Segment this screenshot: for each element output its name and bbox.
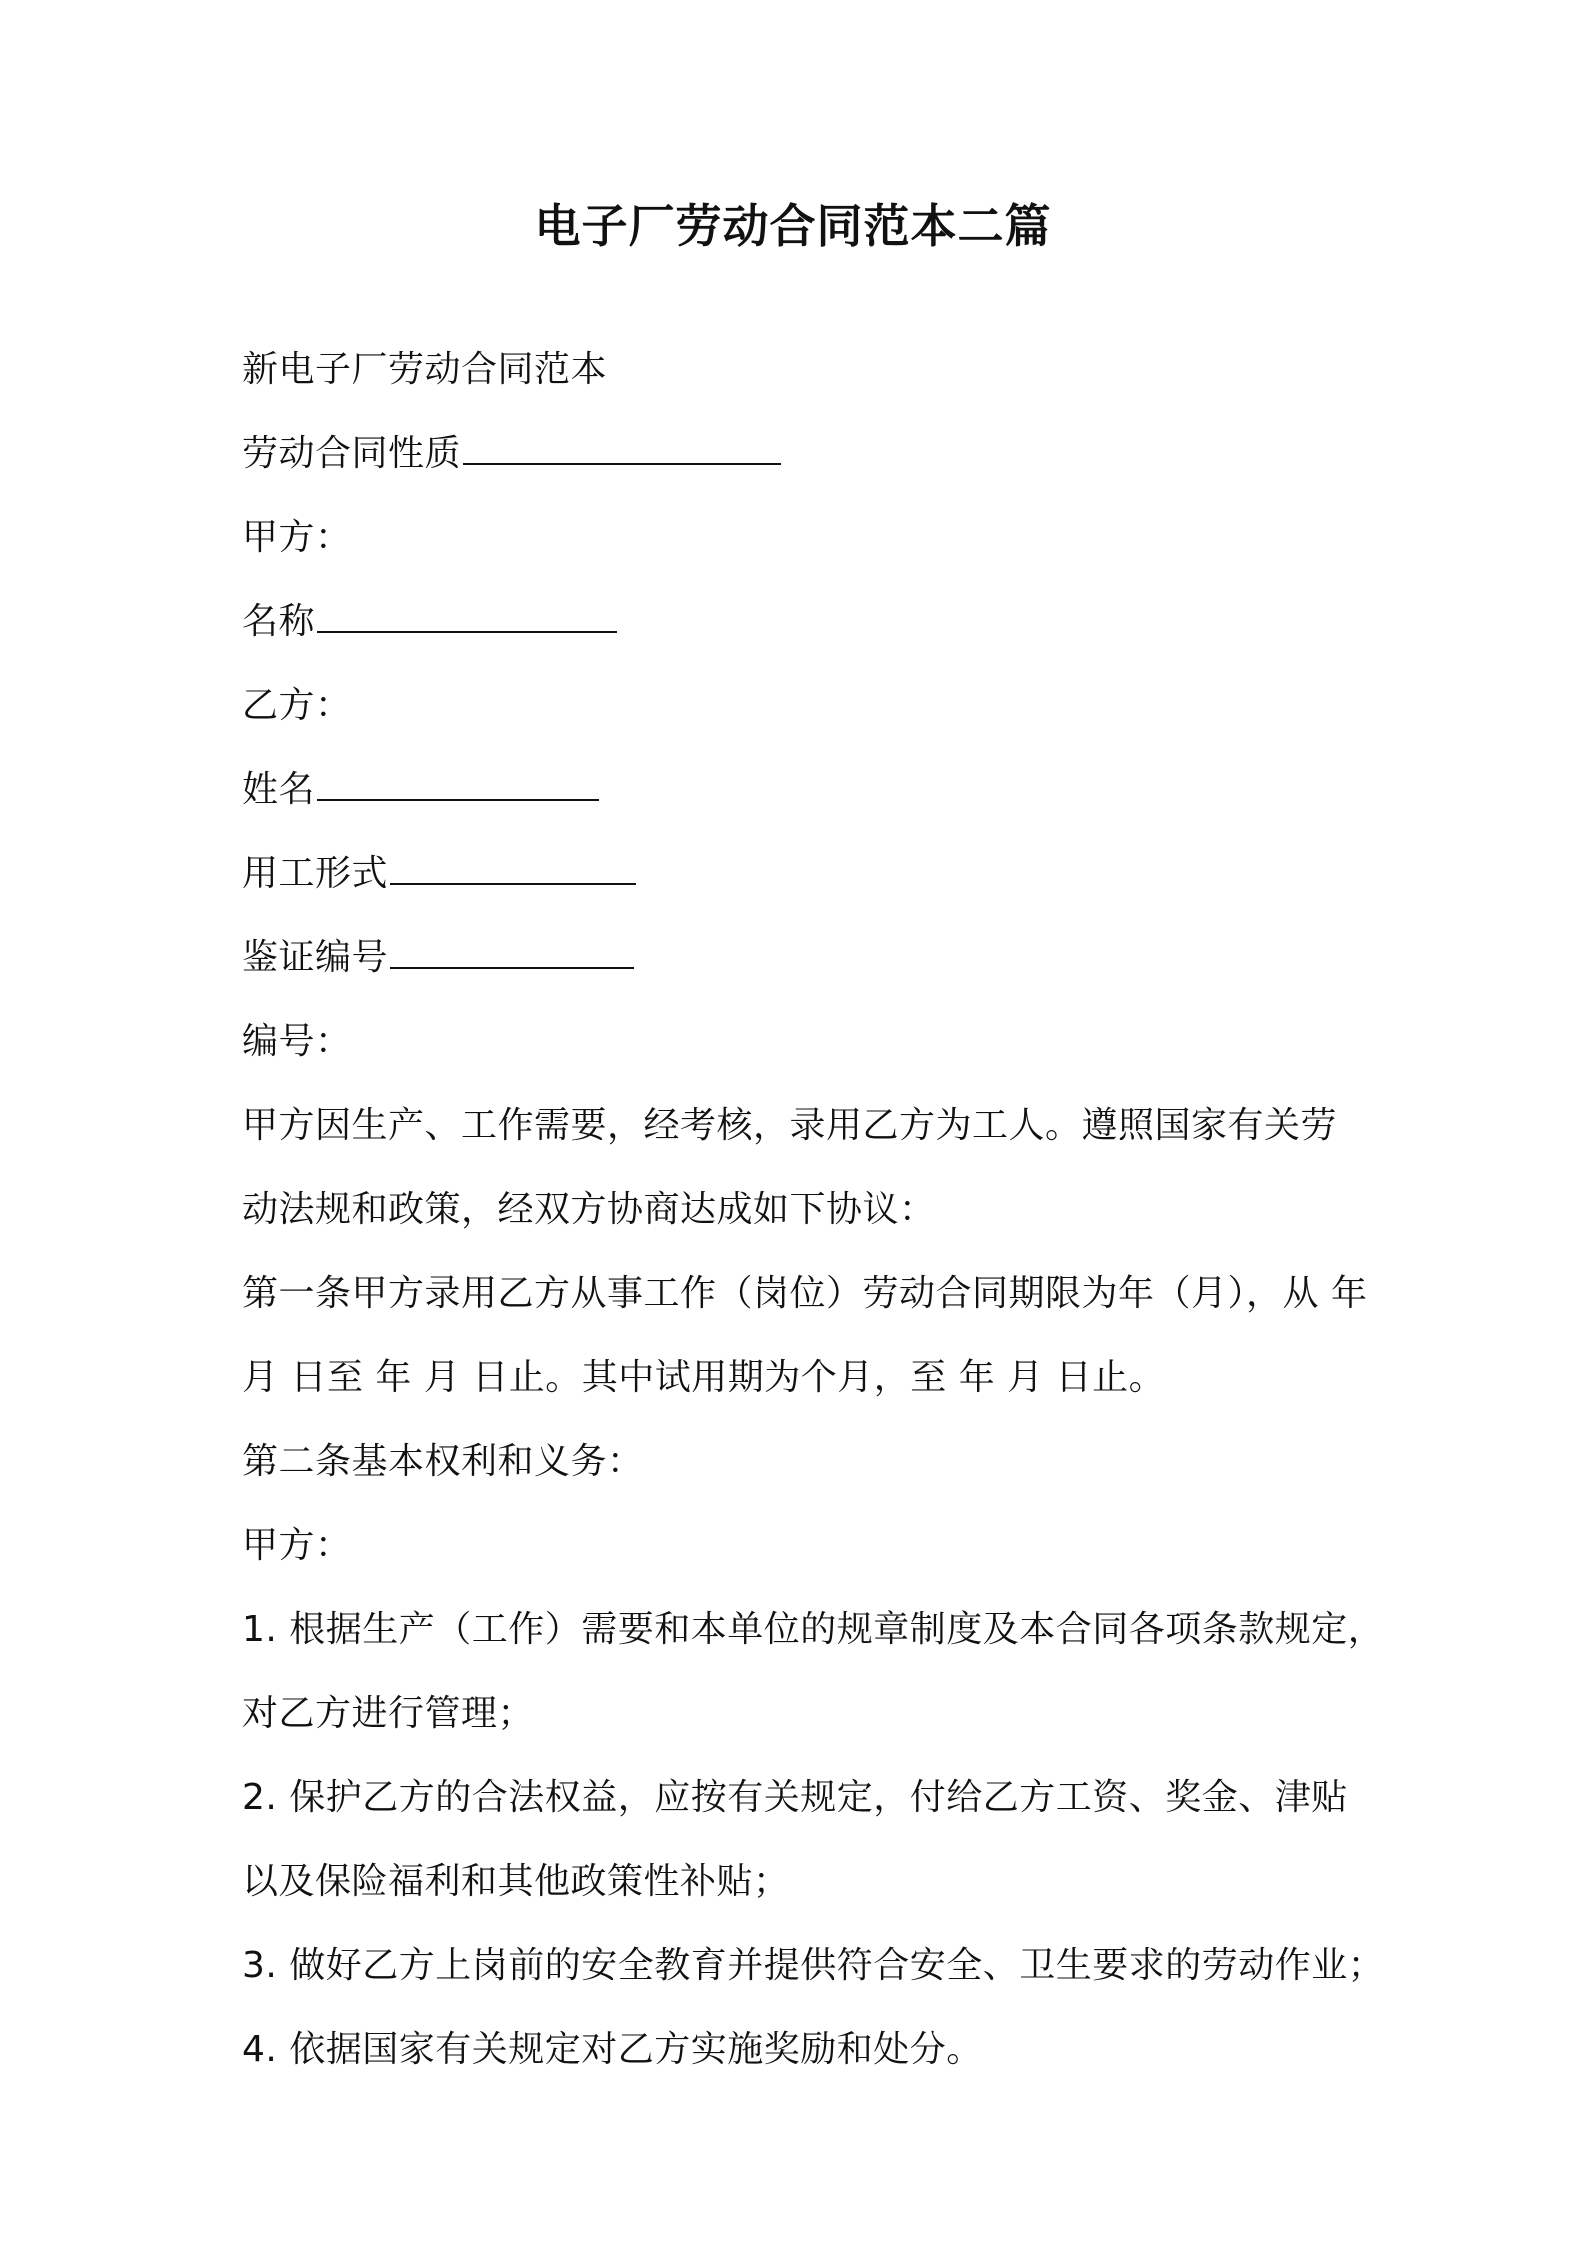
employment-form-blank — [390, 837, 636, 885]
cert-number-field — [242, 916, 1372, 1000]
document-body — [242, 328, 1385, 2092]
person-name-field — [242, 748, 1372, 832]
contract-nature-label: 劳动合同性质 — [242, 433, 462, 474]
company-name-label: 名称 — [242, 601, 316, 642]
article-2-title: 第二条基本权利和义务： — [242, 1441, 644, 1482]
intro-paragraph-line-2: 动法规和政策，经双方协商达成如下协议： — [242, 1189, 936, 1230]
document-subtitle: 新电子厂劳动合同范本 — [242, 349, 608, 390]
article-2-party-a: 甲方： — [242, 1525, 352, 1566]
party-b-heading: 乙方： — [242, 685, 352, 726]
company-name-field — [242, 580, 1372, 664]
cert-number-label: 鉴证编号 — [242, 937, 389, 978]
contract-nature-blank — [463, 417, 781, 465]
company-name-blank — [317, 585, 617, 633]
item-4: 4. 依据国家有关规定对乙方实施奖励和处分。 — [242, 2029, 983, 2070]
article-1-line-2: 月 日至 年 月 日止。其中试用期为个月，至 年 月 日止。 — [242, 1357, 1166, 1398]
number-field: 编号： — [242, 1021, 352, 1062]
party-a-heading: 甲方： — [242, 517, 352, 558]
document-title: 电子厂劳动合同范本二篇 — [534, 199, 1052, 253]
person-name-blank — [317, 753, 599, 801]
item-1-line-1: 1. 根据生产（工作）需要和本单位的规章制度及本合同各项条款规定， — [242, 1609, 1385, 1650]
employment-form-label: 用工形式 — [242, 853, 389, 894]
item-2-line-1: 2. 保护乙方的合法权益，应按有关规定，付给乙方工资、奖金、津贴 — [242, 1777, 1348, 1818]
person-name-label: 姓名 — [242, 769, 316, 810]
intro-paragraph-line-1: 甲方因生产、工作需要，经考核，录用乙方为工人。遵照国家有关劳 — [242, 1105, 1338, 1146]
item-3: 3. 做好乙方上岗前的安全教育并提供符合安全、卫生要求的劳动作业； — [242, 1945, 1385, 1986]
item-2-line-2: 以及保险福利和其他政策性补贴； — [242, 1861, 790, 1902]
item-1-line-2: 对乙方进行管理； — [242, 1693, 535, 1734]
employment-form-field — [242, 832, 1372, 916]
article-1-line-1: 第一条甲方录用乙方从事工作（岗位）劳动合同期限为年（月），从 年 — [242, 1273, 1368, 1314]
contract-nature-field — [242, 412, 1372, 496]
cert-number-blank — [390, 921, 634, 969]
